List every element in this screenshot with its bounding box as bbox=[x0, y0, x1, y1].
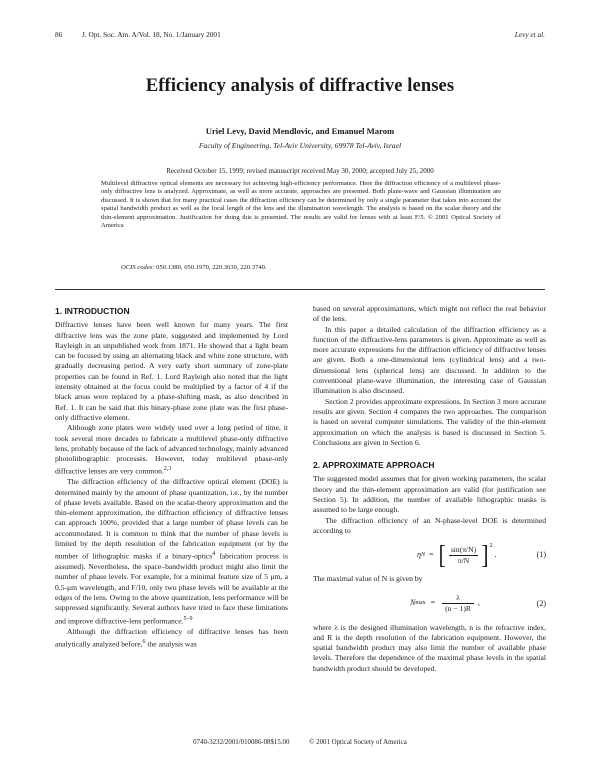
footer-copyright: © 2001 Optical Society of America bbox=[309, 739, 407, 746]
eq1-lhs: η bbox=[417, 550, 421, 560]
eq1-fraction bbox=[449, 545, 478, 566]
intro-paragraph-4-continued: based on several approximations, which might not reflect the real behavior of the lens. bbox=[313, 304, 546, 324]
intro-paragraph-3-text-b: fabrication process is assumed). Nevertheless, the space–bandwidth product might also limit the number of phase levels. For example, for a minimal feature size of 5 μm, a 0.5-μm wavelength, and F/10, only two phase levels will be available at the edges of the lens. Owing to the above quantization, lens performance will be suppressed significantly. Several authors have tried to face these limitations and improve diffractive-lens performance. bbox=[55, 551, 288, 626]
citation-ref: 4 bbox=[212, 551, 216, 558]
page-number: 86 bbox=[55, 30, 63, 39]
eq1-lhs-sub: N bbox=[420, 552, 425, 559]
eq2-denominator: (n − 1)R bbox=[445, 604, 471, 614]
citation-ref: 6 bbox=[142, 638, 146, 645]
intro-paragraph-5: In this paper a detailed calculation of the diffraction efficiency as a function of the diffractive-lens parameters is given. Approximate as well as more accurate expressions for the diffraction efficiency of diffractive lenses are given. Both a one-dimensional lens (cylindrical lens) and a two-dimensional lens (spherical lens) are discussed. In addition to the conventional plane-wave illumination, the interesting case of Gaussian illumination is also discussed. bbox=[313, 324, 546, 396]
citation-ref: 2,3 bbox=[163, 466, 172, 473]
eq2-lhs-sub: max bbox=[415, 600, 426, 607]
intro-paragraph-4-text-b: the analysis was bbox=[145, 639, 197, 649]
eq1-numerator: sin(π/N) bbox=[450, 544, 477, 554]
intro-paragraph-2 bbox=[55, 423, 288, 477]
intro-paragraph-2-text: Although zone plates were widely used over a long period of time, it took several more decades to fabricate a multilevel phase-only diffractive lens, probably because of the lack of advanced technology, mainly advanced photolithographic processes. However, today multilevel phase-only diffractive lenses are very common. bbox=[55, 423, 288, 476]
received-dates: Received October 15, 1999; revised manuscript received May 30, 2000; accepted July 25, 2000 bbox=[166, 167, 434, 175]
section-heading-approximate-approach: 2. APPROXIMATE APPROACH bbox=[313, 460, 435, 471]
intro-paragraph-3 bbox=[55, 477, 288, 626]
intro-paragraph-6: Section 2 provides approximate expressions. In Section 3 more accurate results are given. Section 4 compares the two approaches. The comparison is based on several computer simulations. The validity of the thin-element approximation on which the analysis is based is discussed in Section 5. Conclusions are given in Section 6. bbox=[313, 396, 546, 447]
section-heading-introduction: 1. INTRODUCTION bbox=[55, 306, 130, 316]
affiliation: Faculty of Engineering, Tel-Aviv University, 69978 Tel-Aviv, Israel bbox=[198, 141, 402, 150]
equation-2 bbox=[313, 589, 546, 619]
abstract: Multilevel diffractive optical elements are necessary for achieving high-efficiency performance. Here the diffraction efficiency of a multilevel phase-only diffractive lens is analyzed. Approximate, as well as more accurate, approaches are presented. Both plane-wave and Gaussian illumination are discussed. It is shown that for many practical cases the diffraction efficiency can be determined by only a single parameter that takes into account the spatial bandwidth product as well as the focal length of the lens and the illumination wavelength. The analysis is based on the scalar theory and the thin-element approximation. Justification for doing this is presented. The results are valid for lenses with at least F/5. © 2001 Optical Society of America bbox=[101, 180, 501, 230]
left-column bbox=[55, 306, 288, 650]
equation-1-number: (1) bbox=[536, 550, 546, 560]
page-footer bbox=[0, 739, 600, 746]
approx-paragraph-4: where λ is the designed illumination wavelength, n is the refractive index, and R is the depth resolution of the fabrication equipment. However, the spatial bandwidth product may also limit the number of available phase levels. Therefore the dependence of the maximal phase levels in the spatial bandwidth product should be developed. bbox=[313, 622, 546, 673]
equals-sign: = bbox=[428, 550, 434, 560]
eq2-fraction bbox=[442, 593, 474, 614]
approx-paragraph-2: The diffraction efficiency of an N-phase-level DOE is determined according to bbox=[313, 515, 546, 535]
header-divider bbox=[55, 289, 545, 290]
right-column bbox=[313, 304, 546, 674]
eq2-comma: , bbox=[477, 598, 480, 608]
right-bracket: ] bbox=[481, 539, 489, 570]
ocis-codes bbox=[121, 264, 267, 271]
intro-paragraph-1: Diffractive lenses have been well known for many years. The first diffractive lens was the zone plate, suggested and implemented by Lord Rayleigh in an unpublished work from 1871. He showed that a light beam can be focused by using an alternating black and white zone structure, with gradually decreasing period. A very early short summary of zone-plate properties can be found in Ref. 1. Lord Rayleigh also noted that the light intensity obtained at the focus could be multiplied by a factor of 4 if the black areas were replaced by a phase-shifting mask, as also described in Ref. 1. It can be said that this binary-phase zone plate was the first phase-only diffractive element. bbox=[55, 320, 288, 422]
intro-paragraph-4 bbox=[55, 627, 288, 650]
eq2-numerator: λ bbox=[442, 593, 474, 604]
footer-code: 0740-3232/2001/010086-08$15.00 bbox=[193, 739, 290, 746]
eq1-power: 2 bbox=[489, 543, 493, 550]
approx-paragraph-3: The maximal value of N is given by bbox=[313, 574, 423, 584]
citation-ref: 5–9 bbox=[183, 615, 193, 622]
approx-paragraph-1: The suggested model assumes that for given working parameters, the scalar theory and the thin-element approximation are valid (for justification see Section 5). In addition, the number of available lithographic masks is assumed to be large enough. bbox=[313, 474, 546, 515]
equation-2-body bbox=[410, 589, 480, 619]
equation-2-number: (2) bbox=[536, 598, 546, 608]
eq1-period: . bbox=[494, 550, 497, 560]
paper-title: Efficiency analysis of diffractive lenses bbox=[145, 76, 455, 96]
author-list: Uriel Levy, David Mendlovic, and Emanuel Marom bbox=[205, 126, 395, 136]
running-authors: Levy et al. bbox=[514, 30, 545, 39]
equation-1 bbox=[313, 540, 546, 570]
eq1-denominator: π/N bbox=[457, 555, 470, 565]
eq2-lhs: N bbox=[410, 598, 416, 608]
intro-paragraph-3-text: The diffraction efficiency of the diffractive optical element (DOE) is determined mainly by the amount of phase quantization, i.e., by the number of phase levels available. Based on the scalar-theory approximation and the thin-element approximation, the diffraction efficiency of diffractive lenses can approach 100%, provided that a large number of phase levels can be accommodated. It is common to think that the number of phase levels is limited by the depth resolution of the fabrication equipment (or by the number of lithographic masks if a binary-optics bbox=[55, 477, 288, 561]
ocis-label: OCIS codes: bbox=[121, 264, 155, 271]
running-header bbox=[55, 30, 545, 42]
equation-1-body bbox=[417, 540, 497, 570]
intro-paragraph-4-text: Although the diffraction efficiency of diffractive lenses has been analytically analyzed before, bbox=[55, 626, 288, 649]
ocis-values: 050.1380, 050.1970, 220.3630, 220.3740. bbox=[156, 264, 267, 271]
journal-citation: J. Opt. Soc. Am. A/Vol. 18, No. 1/January 2001 bbox=[82, 30, 221, 39]
equals-sign: = bbox=[430, 598, 436, 608]
left-bracket: [ bbox=[438, 539, 446, 570]
